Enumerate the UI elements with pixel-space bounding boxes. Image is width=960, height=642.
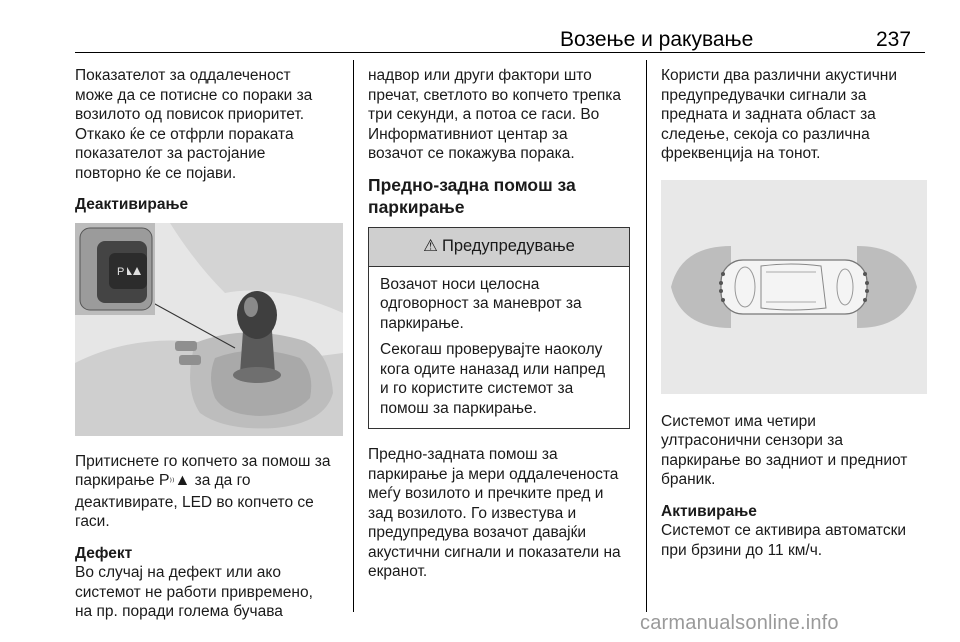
- warning-paragraph-2: Секогаш проверувајте наоколу кога одите наназад или напред и го користите системот за помош за паркирање.: [380, 341, 606, 417]
- column-divider-2: [646, 60, 647, 612]
- continued-paragraph: надвор или други фактори што пречат, светлото во копчето трепка три секунди, а потоа се гаси. Во Информативниот центар за возачот се покажува порака.: [368, 67, 621, 162]
- intro-paragraph: Показателот за оддалеченост може да се потисне со пораки за возилото од повисок приоритет. Откако ќе се отфрли пораката показателот за растојание повторно ќе се појави.: [75, 67, 313, 182]
- warning-box: [368, 227, 630, 430]
- activation-paragraph: Системот се активира автоматски при брзини до 11 км/ч.: [661, 522, 907, 559]
- page-number: 237: [876, 28, 912, 51]
- console-illustration: [75, 223, 343, 436]
- sensor-coverage-figure: [661, 180, 927, 394]
- signals-paragraph: Користи два различни акустични предупредувачки сигнали за предната и задната област за следење, секоја со различна фреквенција на тонот.: [661, 67, 898, 162]
- warning-title: Предупредување: [441, 236, 575, 255]
- column-2: [368, 66, 640, 582]
- heading-fault: Дефект: [75, 544, 133, 562]
- warning-body: [369, 267, 629, 429]
- column-divider-1: [353, 60, 354, 612]
- warning-paragraph-1: Возачот носи целосна одговорност за маневрот за паркирање.: [380, 275, 582, 332]
- heading-activation: Активирање: [661, 502, 757, 520]
- running-header-title: Возење и ракување: [560, 28, 754, 51]
- header-rule: [75, 52, 925, 53]
- warning-icon: ⚠: [423, 236, 438, 255]
- car-sensor-illustration: [661, 180, 927, 394]
- heading-deactivation: Деактивирање: [75, 196, 189, 213]
- column-1: [75, 66, 347, 622]
- fault-paragraph: Во случај на дефект или ако системот не работи привремено, на пр. поради голема бучава: [75, 564, 313, 620]
- parking-button-figure: [75, 223, 343, 436]
- warning-header: [369, 228, 629, 267]
- sensors-paragraph: Системот има четири ултрасонични сензори за паркирање во задниот и предниот браник.: [661, 412, 908, 488]
- figure-caption: Притиснете го копчето за помош за паркирање P⁾⁾▲ за да го деактивирате, LED во копчето се гаси.: [75, 452, 331, 530]
- parking-assist-icon: P⁾⁾▲: [158, 472, 191, 489]
- button-symbol-text: P: [117, 265, 125, 278]
- column-3: [661, 66, 933, 560]
- heading-front-rear-parking: Предно-задна помош за паркирање: [368, 174, 576, 217]
- watermark: carmanualsonline.info: [640, 612, 839, 634]
- system-description-paragraph: Предно-задната помош за паркирање ја мери оддалеченоста меѓу возилото и пречките пред и зад возилото. Го известува и предупредува возачот давајќи акустични сигнали и показатели на екранот.: [368, 446, 621, 580]
